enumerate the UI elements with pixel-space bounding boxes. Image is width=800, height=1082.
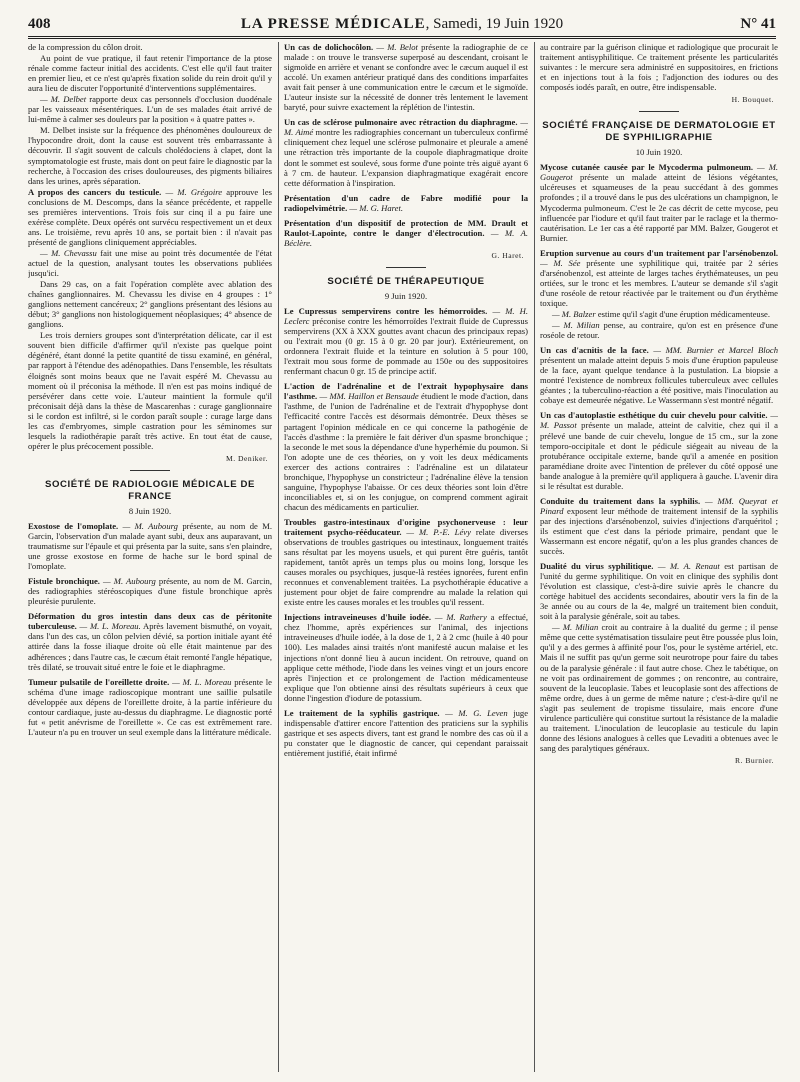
speaker-name: — M. A. Renaut [653, 561, 720, 572]
item-heading: Le Cupressus sempervirens contre les hémorroïdes. [284, 305, 488, 316]
paragraph [28, 248, 272, 278]
speaker-name: — M. Grégoire [161, 186, 223, 197]
paragraph [284, 708, 528, 758]
paragraph-text: pense, au contraire, qu'on est en présence d'une roséole de retour. [540, 320, 778, 341]
paragraph [284, 193, 528, 213]
speaker-name: — M. G. Leven [439, 707, 508, 718]
paragraph: Dans 29 cas, on a fait l'opération complète avec ablation des chaînes ganglionnaires. M. Chevassu les divise en 4 groupes : 1° ganglions nettement cancéreux; 2° ganglions présentant des lésions au début; 3° ganglions non histologiquement néoplasiques; 4° absence de ganglions. [28, 279, 272, 330]
masthead [28, 16, 776, 33]
speaker-name: — M. H. Leclerc [284, 305, 528, 327]
item-heading: Déformation du gros intestin dans deux cas de péritonite tuberculeuse. [28, 611, 272, 632]
item-heading: Dualité du virus syphilitique. [540, 561, 654, 572]
paragraph [540, 162, 778, 242]
speaker-name: — M. Delbet [40, 94, 87, 105]
paragraph-text: exposent leur méthode de traitement intensif de la syphilis par des injections d'arsénobenzol, suivies d'injections d'arquéritol ; ils estiment que c'est dans la période primaire, pendant que le Wassermann est encore négatif, qu'on a les plus grandes chances de succès. [540, 505, 778, 557]
paragraph-text: a effectué, chez l'homme, après expériences sur l'animal, des injections intraveineuses d'huile iodée, à la dose de 1, 2 à 2 cmc (huile à 40 pour 100). Les malades ainsi traités n'ont manifesté aucun malaise et les injections n'ont donné lieu à aucun incident. On retrouve, quand on applique cette méthode, l'iode dans les veines vingt et un jours encore après l'injection et ce prolongement de l'action médicamenteuse explique que l'on obtienne ainsi des résultats supérieurs à ceux que donne l'ingestion d'iodure de potassium. [284, 612, 528, 703]
item-heading: Tumeur pulsatile de l'oreillette droite. [28, 676, 170, 687]
item-heading: L'action de l'adrénaline et de l'extrait hypophysaire dans l'asthme. [284, 381, 528, 402]
paragraph: Au point de vue pratique, il faut retenir l'importance de la ptose rénale comme facteur initial des accidents. C'est elle qu'il faut traiter en premier lieu, et ce n'est qu'après fixation solide du rein droit qu'il y aura lieu de discuter l'opportunité d'interventions supplémentaires. [28, 53, 272, 94]
column-divider [534, 42, 535, 1072]
speaker-name: — M. P.-E. Lévy [401, 526, 471, 537]
speaker-name: — M. Rathery [430, 612, 487, 623]
speaker-name: — M. Milian [552, 320, 600, 331]
paragraph: M. Delbet insiste sur la fréquence des phénomènes douloureux de l'hypocondre droit, dont la cause est souvent très embarrassante à découvrir. Il s'agit souvent de calculs cholédociens à clapet, dont la symptomatologie est fruste, mais dont on peut faire le diagnostic par la recherche, à l'occasion des crises douloureuses, des pigments biliaires dans les urines, après séparation. [28, 125, 272, 186]
item-heading: Exostose de l'omoplate. [28, 520, 119, 531]
issue-number: N° 41 [740, 16, 776, 32]
item-heading: Un cas d'acnitis de la face. [540, 345, 649, 356]
paragraph-text: étudient le mode d'action, dans l'asthme, de l'union de l'adrénaline et de l'extrait d'hypophyse dont l'efficacité contre l'accès est désormais démontrée. Deux thèses se partagent l'opinion médicale en ce qui concerne la pathogénie de l'accès d'asthme : la première le fait dériver d'un spasme bronchique ; la seconde le met sous la dépendance d'une hyperhémie du poumon. Si l'on adopte une de ces théories, on y voit les deux médicaments exercer des actions contraires : l'adrénaline est un dilatateur bronchique, l'hypophyse un constricteur ; l'adrénaline élève la tension sanguine, l'hypophyse l'abaisse. Or ces deux théories sont loin d'être inconciliables et, si on les conjugue, on comprend comment agirait chacun des médicaments en particulier. [284, 391, 528, 512]
section-rule [130, 470, 170, 471]
paragraph-text: juge indispensable d'attirer encore l'attention des praticiens sur la syphilis gastrique et ses aspects divers, tant est grand le nombre des cas où il a pu constater que le diagnostic de cancer, qui cependant paraissait entièrement justifié, était infirmé [284, 707, 528, 758]
paragraph-text: fait une mise au point très documentée de l'état actuel de la question, analysant toutes les observations publiées jusqu'ici. [28, 247, 272, 279]
section-rule [639, 111, 679, 112]
paragraph [28, 521, 272, 571]
speaker-name: — M. Chevassu [40, 247, 97, 258]
page-header [28, 12, 776, 36]
signature: G. Haret. [491, 250, 524, 260]
paragraph [284, 117, 528, 187]
item-heading: Troubles gastro-intestinaux d'origine psychonerveuse : leur traitement psycho-rééducateur. [284, 516, 528, 537]
speaker-name: — M. Passot [540, 410, 778, 431]
session-date: 8 Juin 1920. [128, 505, 172, 516]
session-date: 9 Juin 1920. [384, 290, 428, 301]
section-heading: SOCIÉTÉ FRANÇAISE DE DERMATOLOGIE ET DE SYPHILIGRAPHIE [542, 120, 776, 144]
section-heading: SOCIÉTÉ DE RADIOLOGIE MÉDICALE DE FRANCE [44, 478, 256, 502]
item-heading: Injections intraveineuses d'huile iodée. [284, 612, 431, 623]
paragraph-text: croit au contraire à la dualité du germe ; il pense même que cette systématisation tissulaire peut être poussée plus loin, qu'il y a des germes à affinité pour l'os, pour le système artériel, etc. Mais il ne suffit pas qu'un germe soit neurotrope pour faire du tabes ou de la paralysie générale : il faut autre chose. Chez le tabétique, on ne voit pas ordinairement de gommes ; on rencontre, au contraire, souvent de la leucoplasie. Tabes et leucoplasie sont des affections de même ordre, dues à un germe de même nature ; c'est-à-dire qu'il ne s'agit pas seulement de tropisme tissulaire, mais encore d'une virulence particulière qui constitue surtout la résistance de la maladie au traitement. L'inoculation de leucoplasie au testicule du lapin donne des lésions analogues à celles que Levaditi a obtenues avec le sang des paralytiques généraux. [540, 622, 778, 753]
paragraph [540, 309, 778, 319]
paragraph [540, 320, 778, 340]
paragraph-text: relate diverses observations de troubles gastriques ou intestinaux, longuement traités sans résultat par les moyens usuels, et qui purent être guéris, tantôt rapidement, tantôt après un temps plus ou moins long, lorsque les causes morales ou psychiques, jusque-là restées ignorées, furent enfin reconnues et convenablement traitées. La psychothérapie éducative a justement pour objet de faire comprendre au malade la relation qui existe entre les causes morales et les troubles qu'il ressent. [284, 526, 528, 608]
paragraph [28, 576, 272, 606]
paragraph-text: préconise contre les hémorroïdes l'extrait fluide de Cupressus sempervirens (XX à XXX gouttes avant chacun des principaux repas) ou l'extrait mou (0 gr. 15 à 0 gr. 20 par jour). Extérieurement, on ordonnera l'extrait fluide et la teinture en solution à 5 pour 100, l'extrait mou sous forme de pommade au 150e ou des suppositoires renfermant chacun 0 gr. 15 de principe actif. [284, 316, 528, 377]
paragraph: Les trois derniers groupes sont d'interprétation délicate, car il est souvent bien difficile d'affirmer qu'il n'existe pas quelque point dégénéré, étant donné la petite quantité de tissu examiné, en général, par rapport à l'étendue des adénopathies. Dans l'ensemble, les résultats éloignés sont moins beaux que ne l'avait espéré M. Chevassu au moment où il préconisa la méthode. Il n'en est pas moins indiqué de persévérer dans cette voie. L'auteur maintient la formule qu'il préconisait déjà dans la thèse de Mascarenhas : curage ganglionnaire si le cordon est infiltré, si le cordon paraît souple : curage large dans les cas d'embryomes, simple castration pour les séminomes sur lesquels la radiothérapie paraît très active. En tout état de cause, opérer le plus précocement possible. [28, 330, 272, 451]
paragraph [540, 410, 778, 490]
speaker-name: — M. L. Moreau [169, 676, 232, 687]
paragraph-text: présente, au nom de M. Garcin, des radiographies stéréoscopiques d'une fistule bronchique après pleurésie purulente. [28, 576, 272, 607]
column-3 [540, 42, 778, 1080]
speaker-name: — M. L. Moreau. [76, 621, 141, 632]
speaker-name: — MM. Haillon et Bensaude [317, 391, 419, 402]
section-heading: SOCIÉTÉ DE THÉRAPEUTIQUE [327, 275, 485, 287]
speaker-name: — M. G. Haret. [347, 202, 404, 213]
speaker-name: — M. Sée [540, 257, 581, 268]
paragraph-text: est partisan de l'unité du germe syphilitique. On voit en clinique des syphilis dont l'évolution est classique, c'est-à-dire suivie après le chancre du cortège habituel des accidents secondaires, aboutir vers la fin de la 3e année ou au cours de la 4e, malgré un traitement bien conduit, soit à la paralysie générale, soit au tabes. [540, 561, 778, 622]
paragraph-text: montre les radiographies concernant un tuberculeux confirmé cliniquement chez lequel une sclérose pulmonaire et pleurale a amené une rétraction très importante de la coupole diaphragmatique droite dont le sommet est soulevé, sous forme d'une pointe très aiguë ayant 6 à 7 cm. de hauteur. L'expansion diaphragmatique exagérait encore cette déformation à l'inspiration. [284, 127, 528, 188]
header-rule-thin [28, 38, 776, 39]
section-rule [386, 267, 426, 268]
paragraph [284, 218, 528, 248]
item-heading: Un cas de dolichocôlon. [284, 42, 374, 52]
item-heading: Un cas d'autoplastie esthétique du cuir chevelu pour calvitie. [540, 410, 768, 421]
item-heading: Présentation d'un cadre de Fabre modifié pour la radiopelvimétrie. [284, 192, 528, 213]
column-2 [284, 42, 528, 1080]
signature: M. Deniker. [226, 453, 268, 463]
paragraph-text: présente, au nom de M. Garcin, l'observation d'un malade ayant subi, deux ans auparavant, un traumatisme sur l'épaule et qui présenta par la suite, sans s'en plaindre, une grosse exostose en forme de hache sur le bord spinal de l'omoplate. [28, 520, 272, 572]
paragraph-text: approuve les conclusions de M. Descomps, dans la séance précédente, et rappelle ses premières interventions. Trois fois sur cinq il a pu faire une exérèse complète. Deux opérés ont survécu respectivement un et deux ans. Le troisième, revu après 10 ans, se portait bien : il n'avait pas présenté de ganglions cliniquement appréciables. [28, 186, 272, 247]
paragraph [540, 622, 778, 753]
issue-date: , Samedi, 19 Juin 1920 [425, 16, 564, 32]
paragraph [284, 42, 528, 112]
item-heading: Mycose cutanée causée par le Mycoderma pulmoneum. [540, 162, 754, 173]
speaker-name: — M. A. Béclère. [284, 227, 528, 248]
header-rule [28, 36, 776, 37]
speaker-name: — M. Aimé [284, 117, 528, 138]
paragraph-text: présente la radiographie de ce malade : on trouve le transverse superposé au descendant, croisant le sigmoïde en arrière et venant se confondre avec le cæcum auquel il est accolé. Un examen antérieur pratiqué dans des conditions imparfaites avait fait penser à une communication entre le cæcum et le sigmoïde. L'auteur insiste sur la nécessité de donner très lentement le lavement baryté, pour suivre exactement la réplétion de l'intestin. [284, 42, 528, 113]
speaker-name: — M. Gougerot [540, 162, 778, 183]
paragraph-text: Après lavement bismuthé, on voyait, dans l'un des cas, un côlon pelvien dévié, sa portion initiale ayant été attirée dans la fosse iliaque droite où elle était maintenue par des adhérences ; dans l'autre cas, le cæcum était remonté l'angle hépatique, très dilaté, se trouvait situé entre le foie et le diaphragme. [28, 621, 272, 672]
paragraph [28, 187, 272, 247]
signature: H. Bouquet. [731, 95, 774, 105]
speaker-name: — M. Milian [552, 622, 599, 633]
paragraph [540, 496, 778, 556]
paragraph-text: présentent un malade atteint depuis 5 mois d'une éruption papuleuse de la face, ayant quelque tendance à la pustulation. La biopsie a montré l'existence de nombreux follicules tuberculeux avec cellules géantes ; la tuberculino-réaction a été positive, mais l'inoculation au cobaye est demeurée négative. Le Wassermann s'est montré négatif. [540, 355, 778, 406]
item-heading: Le traitement de la syphilis gastrique. [284, 707, 440, 718]
speaker-name: — M. Aubourg [99, 576, 156, 587]
paragraph-text: présente un malade atteint de lésions végétantes, ulcéreuses et squameuses de la peau succédant à des gommes profondes ; il a trouvé dans le pus des ulcérations un champignon, le Mycoderma pulmoneum. C'est le 2e cas décrit de cette mycose, peu influencée par l'iodure et qu'il faut traiter par le raclage et la thermo-cautérisation. Le 1er cas a été rapporté par MM. Balzer, Gougerot et Burnier. [540, 172, 778, 243]
paragraph: au contraire par la guérison clinique et radiologique que procurait le traitement antisyphilitique. Ce traitement présente les particularités suivantes : le mercure sera administré en suppositoires, en frictions et en injections tout à la fois ; l'adjonction des iodures ou des composés iodés paraît, en outre, être indispensable. [540, 42, 778, 93]
item-heading: Fistule bronchique. [28, 576, 100, 587]
paragraph [284, 517, 528, 607]
paragraph: de la compression du côlon droit. [28, 42, 143, 52]
item-heading: Présentation d'un dispositif de protection de MM. Drault et Raulot-Lapointe, contre le danger d'électrocution. [284, 217, 528, 238]
journal-title: LA PRESSE MÉDICALE [240, 16, 426, 32]
paragraph-text: estime qu'il s'agit d'une éruption médicamenteuse. [595, 308, 771, 319]
speaker-name: — MM. Queyrat et Pinard [540, 495, 778, 516]
column-divider [278, 42, 279, 1072]
paragraph [540, 248, 778, 308]
paragraph [540, 345, 778, 405]
column-1 [28, 42, 272, 1080]
item-heading: Conduite du traitement dans la syphilis. [540, 495, 701, 506]
item-heading: A propos des cancers du testicule. [28, 186, 162, 197]
paragraph [28, 94, 272, 124]
paragraph [284, 381, 528, 512]
item-heading: Un cas de sclérose pulmonaire avec rétraction du diaphragme. [284, 117, 518, 128]
paragraph-text: rapporte deux cas personnels d'occlusion duodénale par les vaisseaux mésentériques. L'un de ses malades était arrivé de lui-même à calmer ses douleurs par la position « à quatre pattes ». [28, 94, 272, 125]
item-heading: Eruption survenue au cours d'un traitement par l'arsénobenzol. [540, 247, 778, 258]
paragraph [284, 612, 528, 702]
page-number: 408 [28, 16, 51, 32]
speaker-name: — M. Balzer [552, 308, 596, 319]
speaker-name: — MM. Burnier et Marcel Bloch [648, 345, 778, 356]
paragraph [28, 677, 272, 737]
paragraph-text: présente un malade, atteint de calvitie, chez qui il a prélevé une bande de cuir chevelu, longue de 15 cm., sur la zone temporo-occipitale et dont le pédicule siégeait au niveau de la protubérance occipitale externe, bande qu'il a amenée en position paramédiane droite avec l'intention de prélever du côté opposé une bande analogue à la première qu'il appliquera à gauche. L'avenir dira si le résultat est durable. [540, 420, 778, 491]
session-date: 10 Juin 1920. [635, 147, 683, 158]
paragraph [28, 611, 272, 671]
paragraph [540, 561, 778, 621]
paragraph-text: présente le schéma d'une image radioscopique montrant une saillie pulsatile développée aux dépens de l'oreillette droite, à la partie inférieure du contour cardiaque, juste au-dessus du diaphragme. Le diagnostic porté fut « petit anévrisme de l'oreillette ». Ce cas est extrêmement rare. L'auteur n'a pu en trouver un seul exemple dans la littérature médicale. [28, 676, 272, 737]
speaker-name: — M. Belot [373, 42, 418, 52]
paragraph-text: présente une syphilitique qui, traitée par 2 séries d'arsénobenzol, est atteinte de larges taches érythémateuses, un peu ortiées, sur le tronc et les membres. L'auteur se demande s'il s'agit d'une roséole de retour réactivée par le traitement ou d'un érythème toxique. [540, 257, 778, 308]
signature: R. Burnier. [734, 755, 774, 765]
paragraph [284, 306, 528, 376]
speaker-name: — M. Aubourg [118, 520, 178, 531]
